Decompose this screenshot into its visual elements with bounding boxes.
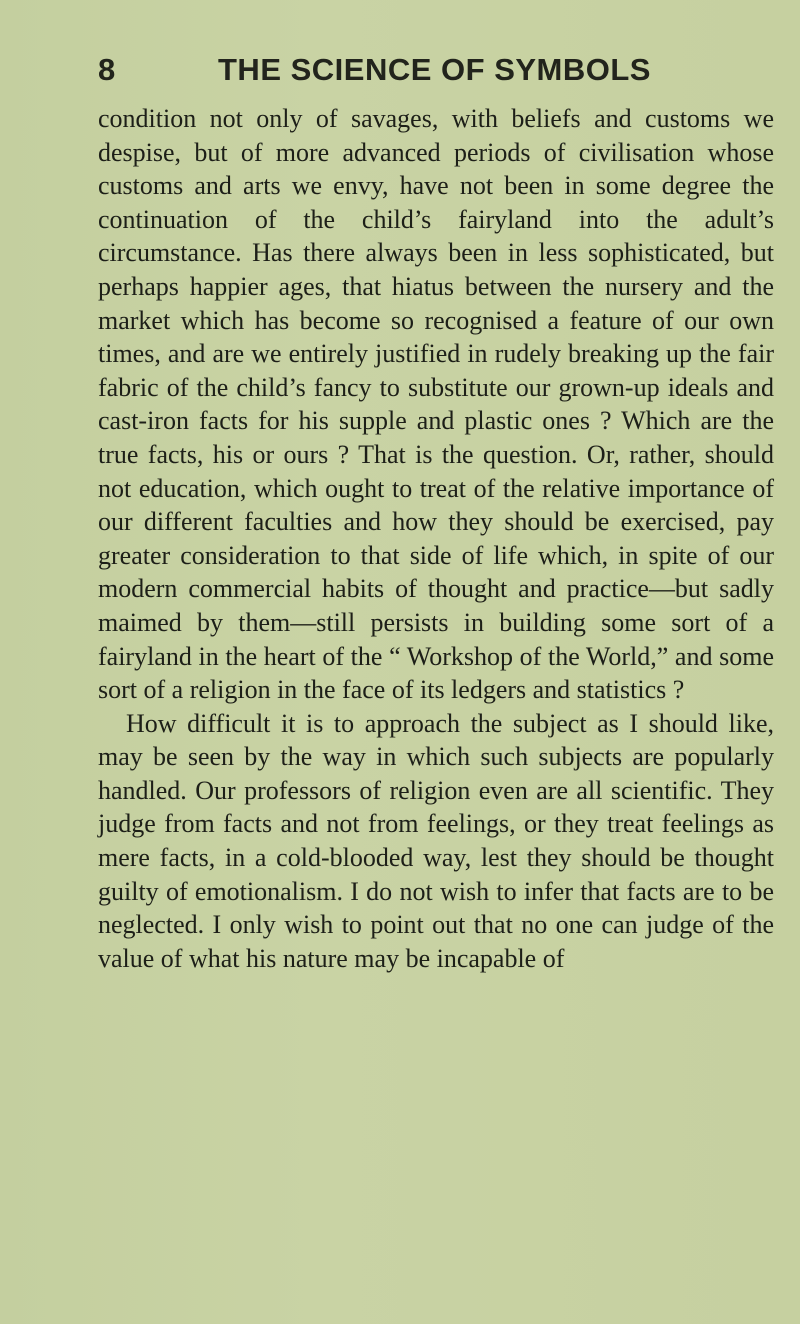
paragraph-2: How difficult it is to approach the subject as I should like, may be seen by the way in which such subjects are popularly handled. Our professors of religion even are all scientific. They judge from facts and not from feelings, or they treat feelings as mere facts, in a cold-blooded way, lest they should be thought guilty of emotionalism. I do not wish to infer that facts are to be neglected. I only wish to point out that no one can judge of the value of what his nature may be incapable of [98,708,774,973]
running-title: THE SCIENCE OF SYMBOLS [218,52,651,87]
running-header [0,52,800,92]
page-number: 8 [98,52,116,87]
paragraph-1: condition not only of savages, with beliefs and customs we despise, but of more advanced periods of civilisation whose customs and arts we envy, have not been in some degree the continuation of the child’s fairyland into the adult’s circumstance. Has there always been in less sophisticated, but perhaps happier ages, that hiatus between the nursery and the market which has become so recognised a feature of our own times, and are we entirely justified in rudely breaking up the fair fabric of the child’s fancy to substitute our grown-up ideals and cast-iron facts for his supple and plastic ones ? Which are the true facts, his or ours ? That is the question. Or, rather, should not education, which ought to treat of the relative importance of our different faculties and how they should be exercised, pay greater consideration to that side of life which, in spite of our modern commercial habits of thought and practice—but sadly maimed by them—still persists in building some sort of a fairyland in the heart of the “ Workshop of the World,” and some sort of a religion in the face of its ledgers and statistics ? [98,104,774,705]
body-text [98,102,774,975]
